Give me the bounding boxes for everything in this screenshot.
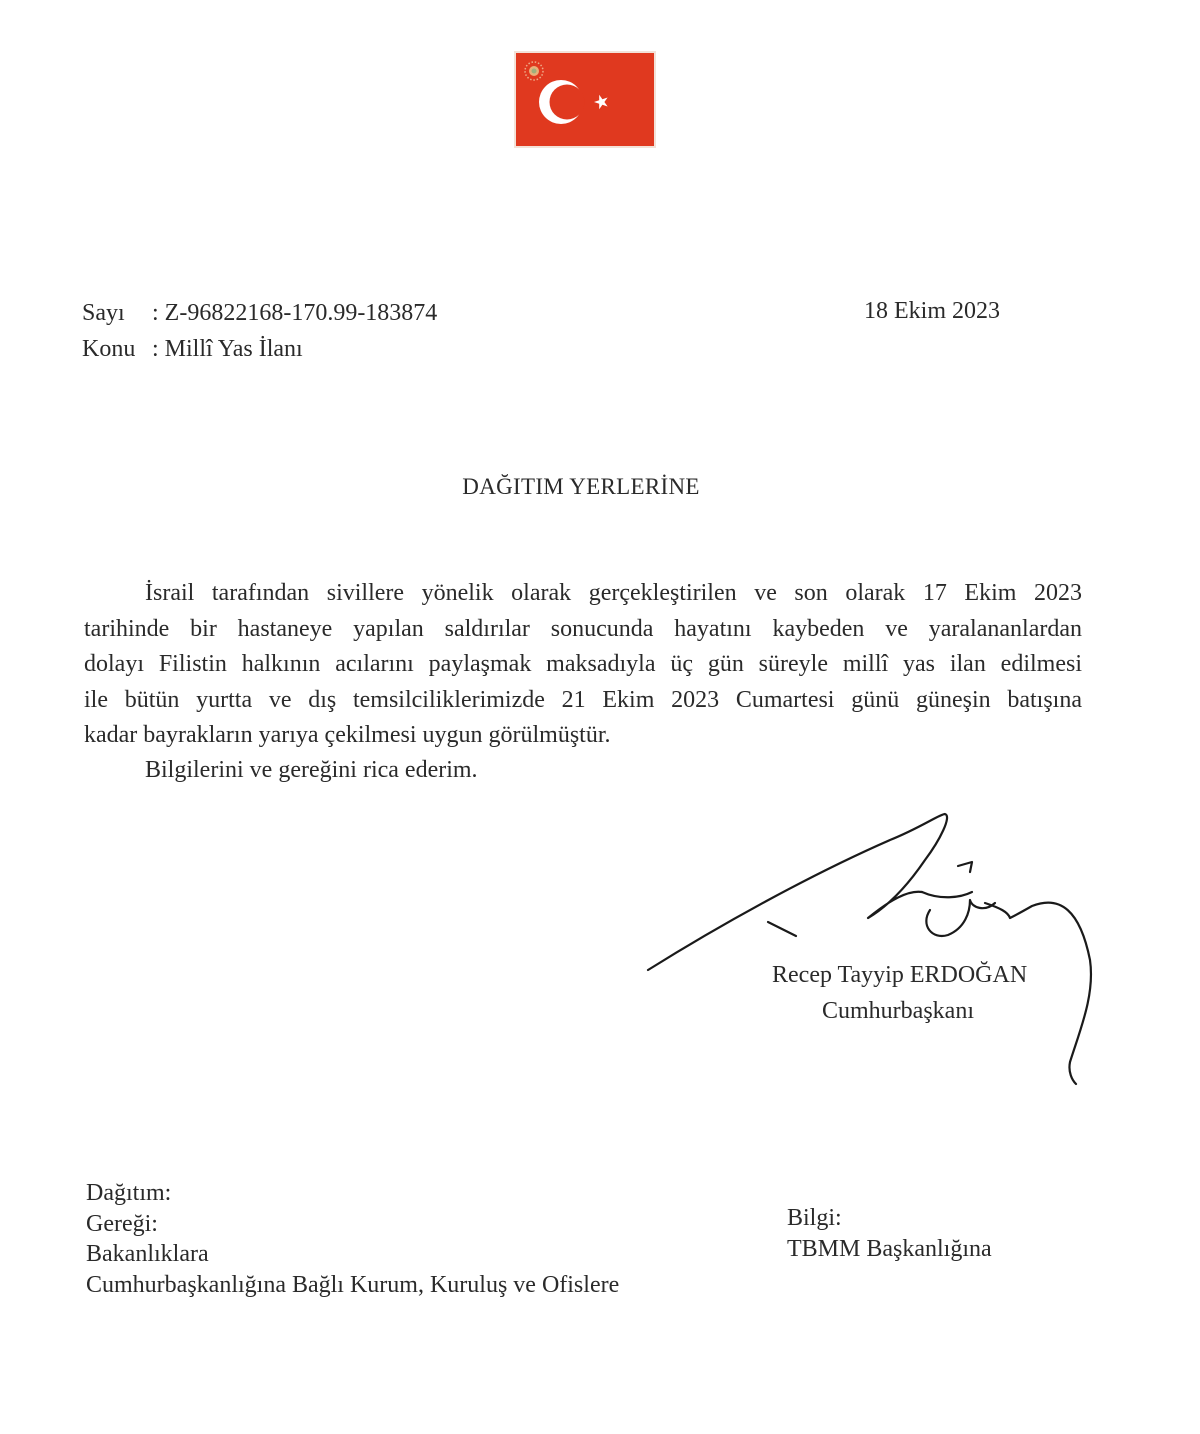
- body-line: İsrail tarafından sivillere yönelik olarak gerçekleştirilen ve son olarak 17 Ekim 2023: [145, 580, 1082, 606]
- sayi-label: Sayı: [82, 300, 125, 326]
- recipient: Bakanlıklara: [86, 1241, 209, 1267]
- gereği-label: Gereği:: [86, 1210, 158, 1237]
- body-line: kadar bayrakların yarıya çekilmesi uygun görülmüştür.: [84, 722, 611, 748]
- document-date: 18 Ekim 2023: [864, 298, 1000, 324]
- subject: [82, 334, 303, 364]
- bilgi-label: Bilgi:: [787, 1205, 842, 1231]
- distribution-list: [86, 1178, 619, 1300]
- handwritten-signature: [640, 800, 1100, 1090]
- body-line: tarihinde bir hastaneye yapılan saldırılar sonucunda hayatını kaybeden ve yaralananlardan: [84, 615, 1082, 642]
- body-line: ile bütün yurtta ve dış temsilciliklerimizde 21 Ekim 2023 Cumartesi günü güneşin batışına: [84, 686, 1082, 713]
- konu-value: : Millî Yas İlanı: [152, 336, 303, 362]
- reference-number: [82, 298, 437, 328]
- sayi-value: : Z-96822168-170.99-183874: [152, 300, 438, 326]
- recipient: Cumhurbaşkanlığına Bağlı Kurum, Kuruluş ve Ofislere: [86, 1271, 620, 1298]
- konu-label: Konu: [82, 336, 136, 362]
- body-paragraph: [84, 576, 1082, 754]
- info-list: [787, 1203, 992, 1264]
- addressee-heading: DAĞITIM YERLERİNE: [462, 474, 700, 499]
- turkish-flag-emblem: [514, 51, 656, 148]
- signer-title: Cumhurbaşkanı: [822, 998, 974, 1024]
- info-recipient: TBMM Başkanlığına: [787, 1235, 992, 1262]
- distribution-label: Dağıtım:: [86, 1180, 172, 1206]
- closing-line: Bilgilerini ve gereğini rica ederim.: [145, 757, 478, 783]
- signer-name: Recep Tayyip ERDOĞAN: [772, 962, 1028, 988]
- body-line: dolayı Filistin halkının acılarını paylaşmak maksadıyla üç gün süreyle millî yas ilan edilmesi: [84, 651, 1082, 677]
